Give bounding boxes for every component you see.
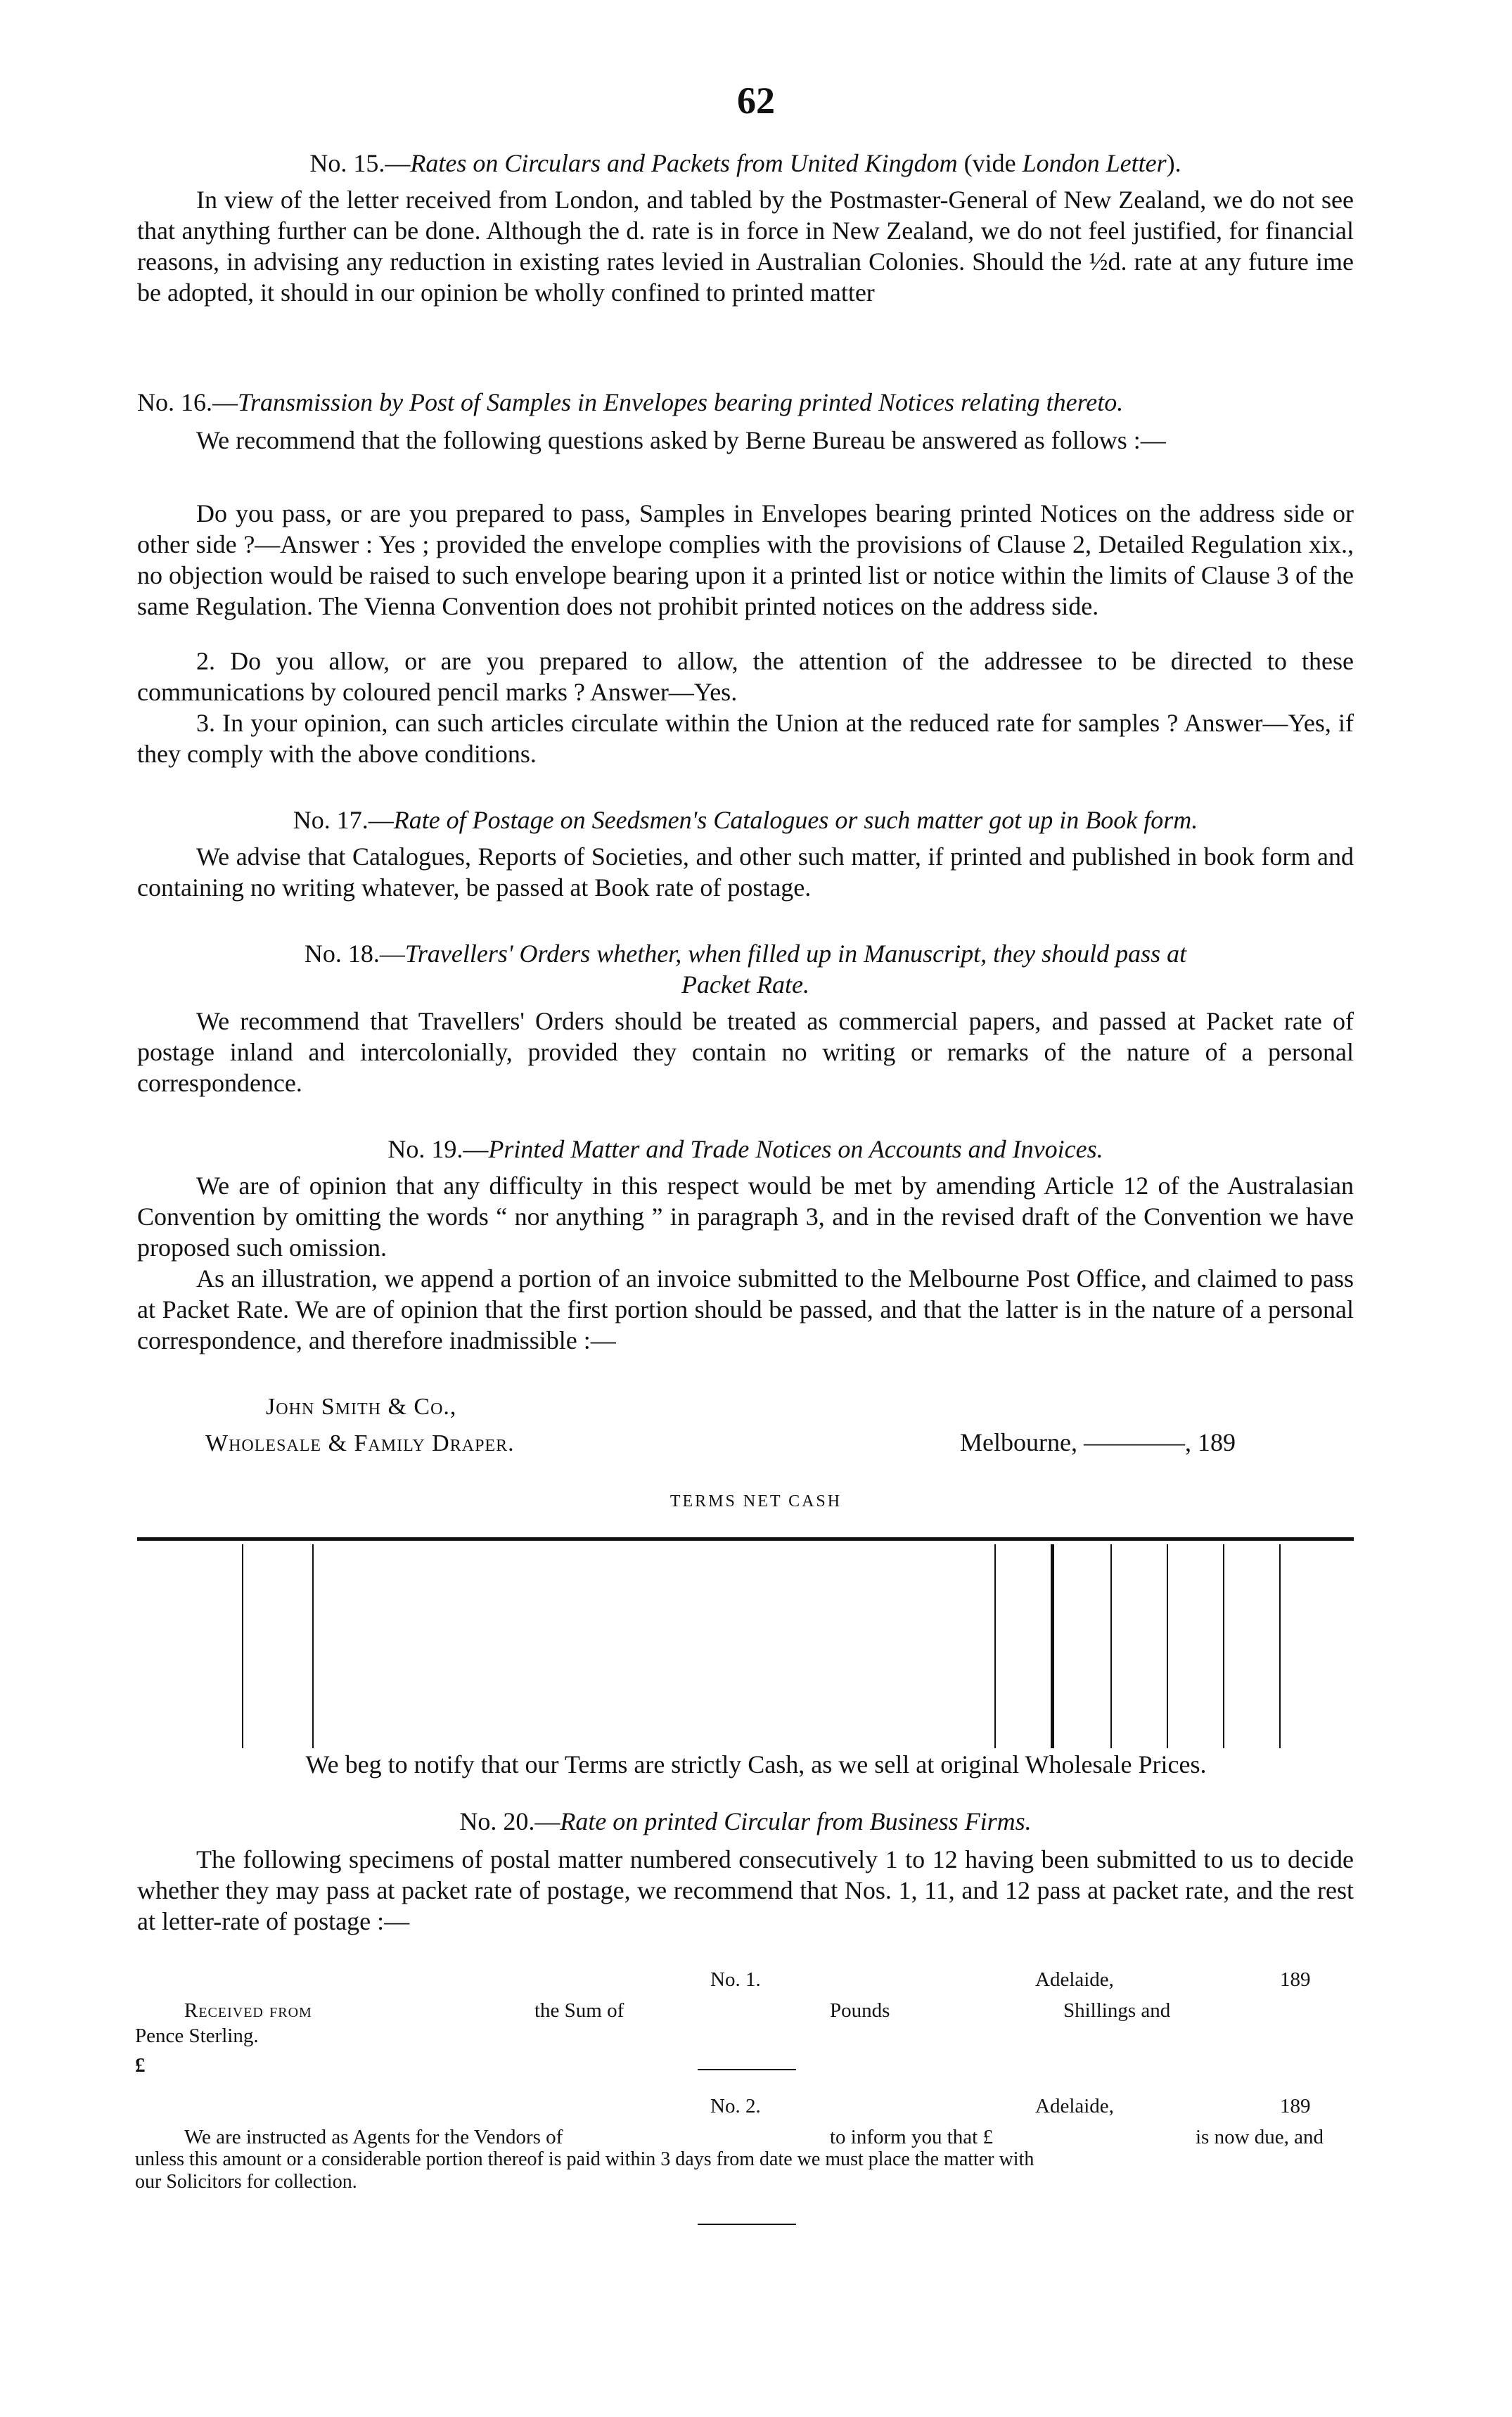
specimen-1-number: No. 1.	[710, 1968, 761, 1991]
section-15-body: In view of the letter received from London, and tabled by the Postmaster-General of New Zealand, we do not see that anything further can be done. Although the d. rate is in force in New Zealand, we do not feel justified, for financial reasons, in advising any reduction in existing rates levied in Australian Colonies. Should the ½d. rate at any future ime be adopted, it should in our opinion be wholly confined to printed matter	[137, 186, 1354, 307]
section-19-number: No. 19.—	[387, 1135, 489, 1163]
section-15-title-end: ).	[1166, 149, 1181, 177]
specimen-2-number: No. 2.	[710, 2095, 761, 2117]
specimen-1-place: Adelaide,	[1035, 1968, 1114, 1991]
specimen-1-rule	[698, 2069, 796, 2070]
section-16-heading	[137, 387, 1354, 418]
invoice-top-rule	[137, 1537, 1354, 1541]
section-17-number: No. 17.—	[293, 806, 394, 834]
section-20-heading	[137, 1806, 1354, 1837]
invoice-place-date: Melbourne, ————, 189	[960, 1428, 1236, 1456]
section-16-question-1: Do you pass, or are you prepared to pass, Samples in Envelopes bearing printed Notices on the address side or other side ?—Answer : Yes ; provided the envelope complies with the provisions of Clause 2, Detailed Regulation xix., no objection would be raised to such envelope bearing upon it a printed list or notice within the limits of Clause 3 of the same Regulation. The Vienna Convention does not prohibit printed notices on the address side.	[137, 499, 1354, 620]
section-18-number: No. 18.—	[304, 940, 405, 968]
specimen-2-rule	[698, 2224, 796, 2225]
page-number: 62	[737, 79, 775, 122]
specimen-1-pounds: Pounds	[830, 1999, 890, 2022]
invoice-column-line	[312, 1544, 314, 1748]
specimen-2-line-1a: We are instructed as Agents for the Vendors of	[184, 2126, 563, 2148]
section-20-title: Rate on printed Circular from Business Firms.	[560, 1807, 1032, 1835]
invoice-column-line	[1223, 1544, 1224, 1748]
specimen-1-received: Received from	[184, 1999, 312, 2022]
specimen-2-line-1b: to inform you that £	[830, 2126, 993, 2148]
section-19-body-1: We are of opinion that any difficulty in this respect would be met by amending Article 12 of the Australasian Convention by omitting the words “ nor anything ” in paragraph 3, and in the revised draft of the Convention we have proposed such omission.	[137, 1172, 1354, 1262]
section-16-question-3: 3. In your opinion, can such articles circulate within the Union at the reduced rate for samples ? Answer—Yes, if they comply with the above conditions.	[137, 709, 1354, 768]
section-19-title: Printed Matter and Trade Notices on Accounts and Invoices.	[488, 1135, 1103, 1163]
specimen-2-line-2: unless this amount or a considerable portion thereof is paid within 3 days from date we must place the matter with	[135, 2148, 1034, 2170]
invoice-column-line	[994, 1544, 996, 1748]
invoice-column-line	[1051, 1544, 1054, 1748]
specimen-2-line-1c: is now due, and	[1196, 2126, 1324, 2148]
invoice-column-line	[1279, 1544, 1281, 1748]
section-19-body-2: As an illustration, we append a portion of an invoice submitted to the Melbourne Post Office, and claimed to pass at Packet Rate. We are of opinion that the first portion should be passed, and that the latter is in the nature of a personal correspondence, and therefore inadmissible :—	[137, 1264, 1354, 1354]
specimen-2-line-3: our Solicitors for collection.	[135, 2171, 357, 2193]
specimen-1-year: 189	[1280, 1968, 1311, 1991]
section-20-body: The following specimens of postal matter numbered consecutively 1 to 12 having been submitted to us to decide whether they may pass at packet rate of postage, we recommend that Nos. 1, 11, and 12 pass at packet rate, and the rest at letter-rate of postage :—	[137, 1845, 1354, 1935]
section-15-title-ref: London Letter	[1022, 149, 1167, 177]
section-15-title: Rates on Circulars and Packets from United Kingdom	[410, 149, 958, 177]
section-18-title: Travellers' Orders whether, when filled up in Manuscript, they should pass at	[404, 940, 1187, 968]
section-16-number: No. 16.—	[137, 388, 238, 416]
invoice-terms: TERMS NET CASH	[669, 1492, 843, 1511]
specimen-1-currency: £	[135, 2054, 146, 2077]
specimen-2-year: 189	[1280, 2095, 1311, 2117]
invoice-column-line	[242, 1544, 243, 1748]
specimen-2-place: Adelaide,	[1035, 2095, 1114, 2117]
section-17-body: We advise that Catalogues, Reports of Societies, and other such matter, if printed and published in book form and containing no writing whatever, be passed at Book rate of postage.	[137, 842, 1354, 902]
section-15-number: No. 15.—	[309, 149, 411, 177]
section-16-question-2: 2. Do you allow, or are you prepared to allow, the attention of the addressee to be directed to these communications by coloured pencil marks ? Answer—Yes.	[137, 647, 1354, 706]
section-18-body: We recommend that Travellers' Orders should be treated as commercial papers, and passed at Packet rate of postage inland and intercolonially, provided they contain no writing or remarks of the nature of a personal correspondence.	[137, 1007, 1354, 1097]
invoice-firm-name: John Smith & Co.,	[266, 1394, 457, 1420]
section-15-heading	[137, 148, 1354, 179]
section-15-title-vide: (vide	[957, 149, 1023, 177]
section-18-heading	[137, 938, 1354, 1000]
section-16-title: Transmission by Post of Samples in Envelopes bearing printed Notices relating thereto.	[238, 388, 1124, 416]
specimen-1-sum: the Sum of	[534, 1999, 624, 2022]
invoice-trade: Wholesale & Family Draper.	[205, 1430, 515, 1456]
invoice-column-line	[1167, 1544, 1168, 1748]
section-20-number: No. 20.—	[459, 1807, 560, 1835]
section-17-heading	[137, 804, 1354, 835]
section-19-heading	[137, 1134, 1354, 1165]
invoice-footer-note: We beg to notify that our Terms are strictly Cash, as we sell at original Wholesale Prices.	[305, 1750, 1207, 1778]
invoice-column-line	[1110, 1544, 1112, 1748]
specimen-1-shillings: Shillings and	[1063, 1999, 1171, 2022]
specimen-1-pence: Pence Sterling.	[135, 2025, 259, 2047]
section-18-title-line2: Packet Rate.	[681, 970, 809, 999]
section-16-intro: We recommend that the following questions asked by Berne Bureau be answered as follows :—	[196, 426, 1166, 454]
section-17-title: Rate of Postage on Seedsmen's Catalogues or such matter got up in Book form.	[393, 806, 1198, 834]
